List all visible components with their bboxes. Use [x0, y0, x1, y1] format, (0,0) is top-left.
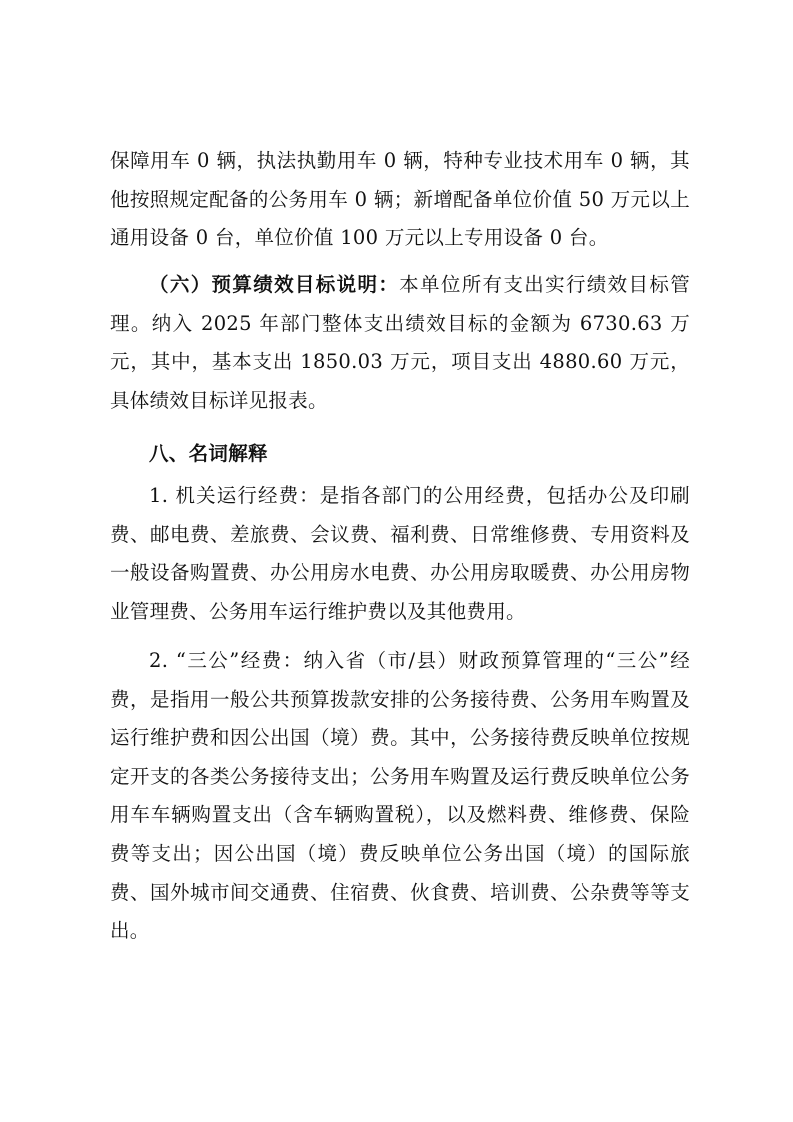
paragraph-three-public	[110, 642, 690, 951]
performance-goals-text: 本单位所有支出实行绩效目标管理。纳入 2025 年部门整体支出绩效目标的金额为 6730.63 万元，其中，基本支出 1850.03 万元，项目支出 4880.60 万元，具体绩效目标详见报表。	[110, 273, 690, 412]
paragraph-vehicles-text: 保障用车 0 辆，执法执勤用车 0 辆，特种专业技术用车 0 辆，其他按照规定配备的公务用车 0 辆；新增配备单位价值 50 万元以上通用设备 0 台，单位价值 100 万元以上专用设备 0 台。	[110, 149, 690, 250]
paragraph-vehicles	[110, 142, 690, 258]
paragraph-operating-costs	[110, 477, 690, 631]
section-heading	[110, 435, 690, 474]
three-public-text: 2. “三公”经费：纳入省（市/县）财政预算管理的“三公”经费，是指用一般公共预算拨款安排的公务接待费、公务用车购置及运行维护费和因公出国（境）费。其中，公务接待费反映单位按规定开支的各类公务接待支出；公务用车购置及运行费反映单位公务用车车辆购置支出（含车辆购置税），以及燃料费、维修费、保险费等支出；因公出国（境）费反映单位公务出国（境）的国际旅费、国外城市间交通费、住宿费、伙食费、培训费、公杂费等等支出。	[110, 649, 690, 943]
paragraph-performance-goals	[110, 266, 690, 420]
glossary-heading: 八、名词解释	[149, 442, 268, 465]
operating-costs-text: 1. 机关运行经费：是指各部门的公用经费，包括办公及印刷费、邮电费、差旅费、会议费、福利费、日常维修费、专用资料及一般设备购置费、办公用房水电费、办公用房取暖费、办公用房物业管理费、公务用车运行维护费以及其他费用。	[110, 484, 690, 623]
performance-goals-label: （六）预算绩效目标说明：	[149, 273, 400, 296]
